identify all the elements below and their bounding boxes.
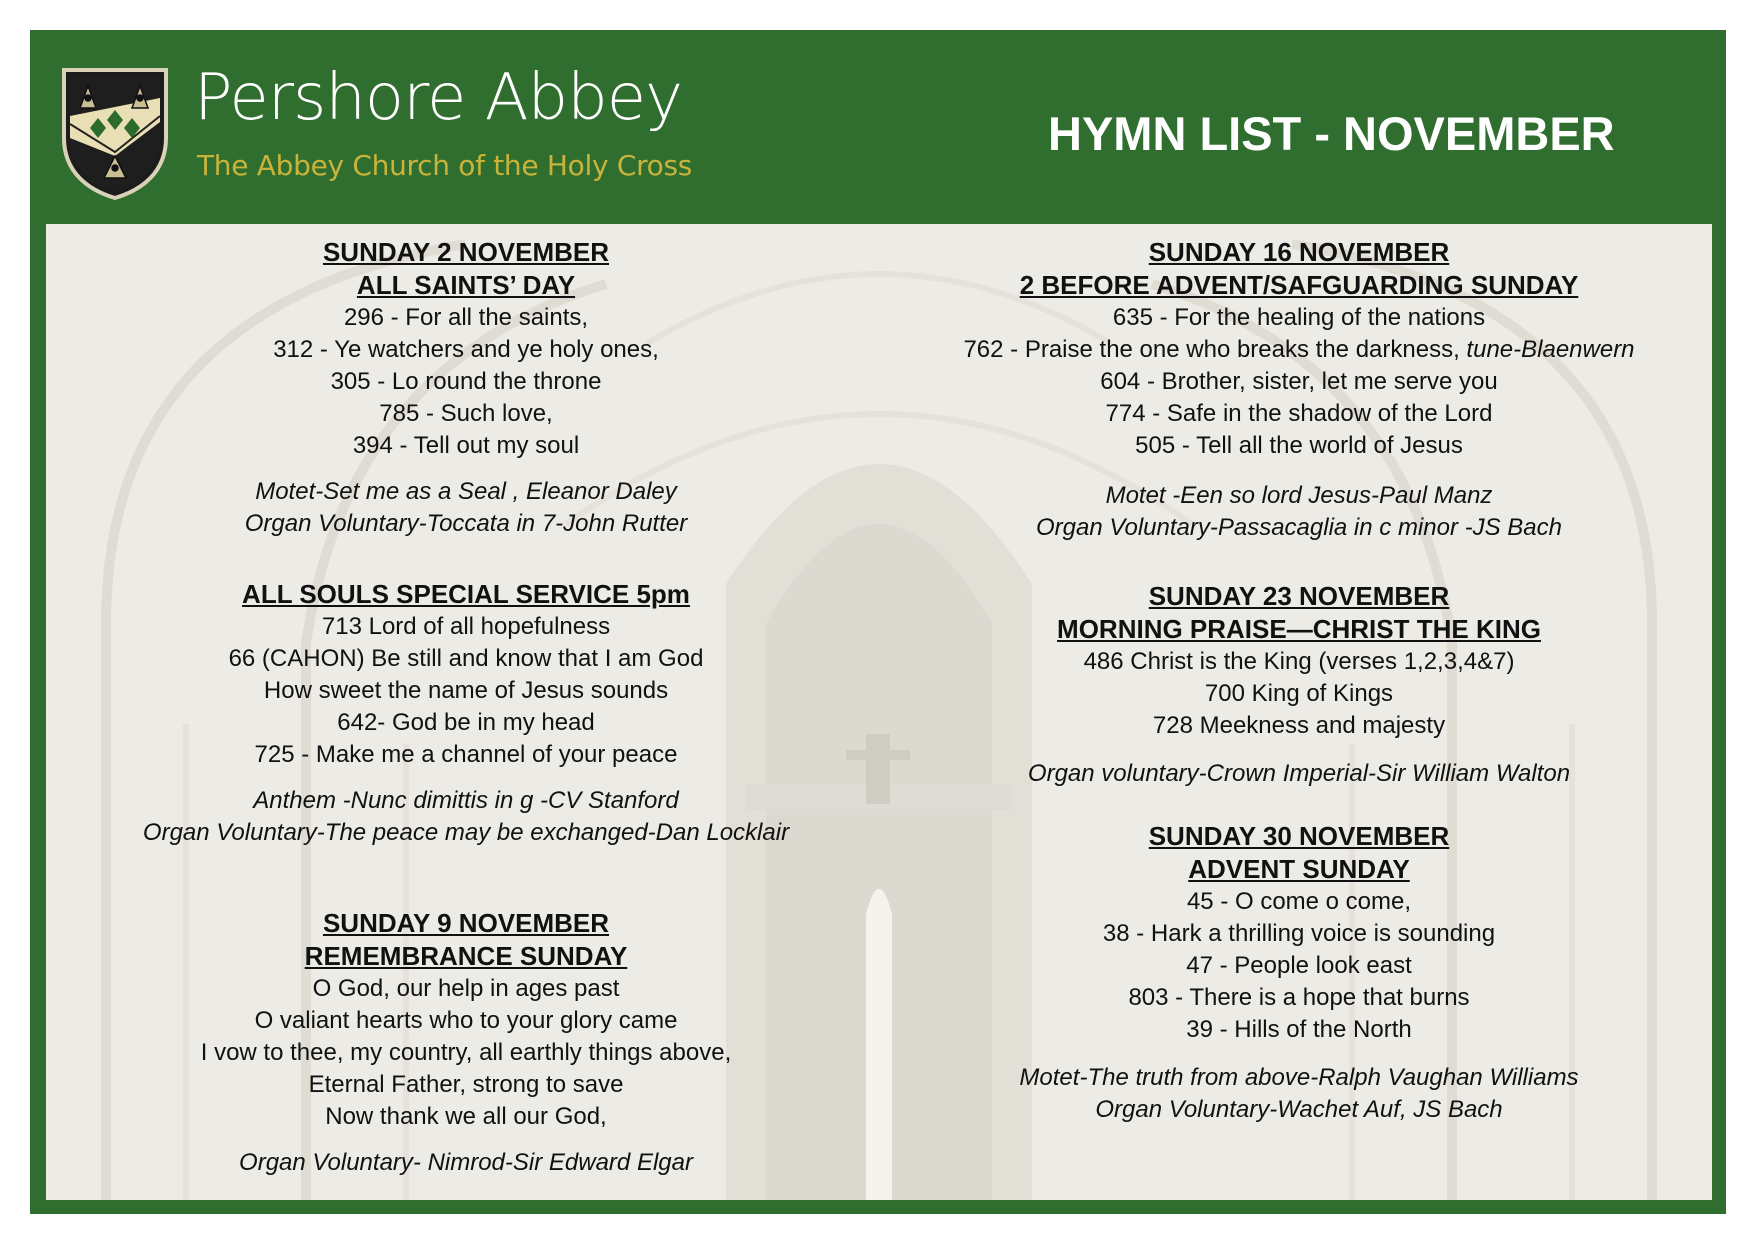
service-remembrance [46, 907, 886, 1179]
music-note: Motet -Een so lord Jesus-Paul Manz [1105, 482, 1493, 509]
music-note: Organ Voluntary-The peace may be exchanged-Dan Locklair [142, 819, 790, 846]
hymn-line [886, 334, 1712, 366]
music-note: Organ Voluntary-Passacaglia in c minor -JS Bach [1035, 514, 1562, 541]
hymn-line: How sweet the name of Jesus sounds [263, 677, 669, 704]
service-advent [886, 820, 1712, 1126]
hymn-line: 505 - Tell all the world of Jesus [1135, 432, 1463, 459]
hymn-line: 38 - Hark a thrilling voice is sounding [1102, 920, 1496, 947]
service-title: ALL SOULS SPECIAL SERVICE 5pm [242, 579, 690, 609]
hymn-line: 312 - Ye watchers and ye holy ones, [273, 336, 659, 363]
hymn-line: O God, our help in ages past [312, 975, 620, 1002]
hymn-line: 803 - There is a hope that burns [1128, 984, 1470, 1011]
page-frame [30, 30, 1726, 1214]
music-note: Organ Voluntary- Nimrod-Sir Edward Elgar [239, 1149, 693, 1176]
content-panel [46, 224, 1712, 1200]
hymn-line: 713 Lord of all hopefulness [321, 613, 611, 640]
hymn-line: 486 Christ is the King (verses 1,2,3,4&7) [1083, 648, 1515, 675]
music-note: Motet-The truth from above-Ralph Vaughan Williams [1019, 1064, 1579, 1091]
music-note: Organ Voluntary-Toccata in 7-John Rutter [244, 510, 688, 537]
hymn-line: 394 - Tell out my soul [352, 432, 580, 459]
service-date: SUNDAY 16 NOVEMBER [1148, 237, 1450, 267]
service-title: 2 BEFORE ADVENT/SAFGUARDING SUNDAY [1019, 270, 1579, 300]
service-title: ALL SAINTS’ DAY [356, 270, 576, 300]
hymn-line: Now thank we all our God, [325, 1103, 607, 1130]
organisation-subtitle: The Abbey Church of the Holy Cross [197, 149, 693, 182]
music-note: Anthem -Nunc dimittis in g -CV Stanford [253, 787, 679, 814]
service-all-saints [46, 236, 886, 540]
service-date: SUNDAY 2 NOVEMBER [322, 237, 610, 267]
hymn-line: 47 - People look east [1186, 952, 1412, 979]
service-all-souls [46, 578, 886, 849]
right-column [886, 236, 1712, 1126]
music-note: Motet-Set me as a Seal , Eleanor Daley [255, 478, 677, 505]
hymn-line: 45 - O come o come, [1186, 888, 1412, 915]
hymn-line: 604 - Brother, sister, let me serve you [1100, 368, 1498, 395]
page-title: HYMN LIST - NOVEMBER [1048, 107, 1615, 160]
service-date: SUNDAY 23 NOVEMBER [1148, 581, 1450, 611]
hymn-line: 700 King of Kings [1204, 680, 1394, 707]
service-safeguarding [886, 236, 1712, 544]
hymn-line: Eternal Father, strong to save [308, 1071, 624, 1098]
hymn-line: 305 - Lo round the throne [330, 368, 602, 395]
hymn-line: O valiant hearts who to your glory came [254, 1007, 678, 1034]
tune-name: tune-Blaenwern [1466, 336, 1635, 363]
service-christ-the-king [886, 580, 1712, 790]
left-column [46, 236, 886, 1179]
hymn-line: 39 - Hills of the North [1186, 1016, 1412, 1043]
hymn-line: 642- God be in my head [337, 709, 595, 736]
music-note: Organ voluntary-Crown Imperial-Sir William Walton [1027, 760, 1571, 787]
service-date: SUNDAY 30 NOVEMBER [1148, 821, 1450, 851]
service-title: ADVENT SUNDAY [1188, 854, 1410, 884]
abbey-crest-icon [60, 64, 170, 200]
hymn-line: 635 - For the healing of the nations [1112, 304, 1486, 331]
hymn-line: 774 - Safe in the shadow of the Lord [1105, 400, 1493, 427]
hymn-line: 296 - For all the saints, [343, 304, 589, 331]
hymn-line: 728 Meekness and majesty [1152, 712, 1446, 739]
hymn-line: 66 (CAHON) Be still and know that I am God [228, 645, 704, 672]
service-title: MORNING PRAISE—CHRIST THE KING [1057, 614, 1541, 644]
service-date: SUNDAY 9 NOVEMBER [322, 908, 610, 938]
hymn-text: 762 - Praise the one who breaks the darkness, [963, 336, 1460, 363]
music-note: Organ Voluntary-Wachet Auf, JS Bach [1095, 1096, 1503, 1123]
hymn-line: 725 - Make me a channel of your peace [254, 741, 678, 768]
hymn-line: I vow to thee, my country, all earthly things above, [200, 1039, 732, 1066]
service-title: REMEMBRANCE SUNDAY [304, 941, 628, 971]
hymn-line: 785 - Such love, [379, 400, 553, 427]
organisation-name: Pershore Abbey [194, 61, 682, 135]
header [30, 30, 1726, 222]
